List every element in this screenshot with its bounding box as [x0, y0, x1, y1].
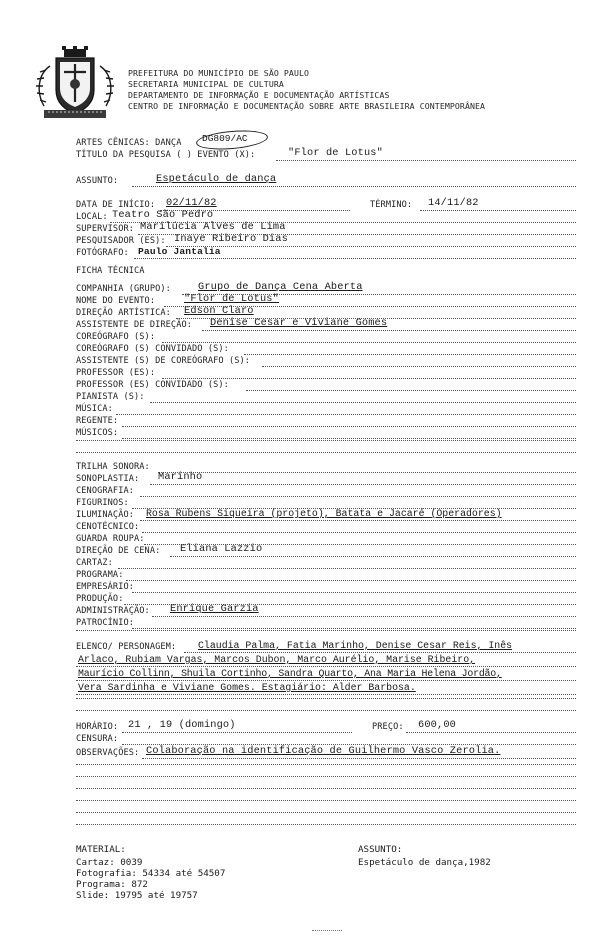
- footer-cartaz: Cartaz: 0039: [76, 857, 143, 868]
- field-programa: [76, 570, 576, 581]
- field-titulo: [76, 147, 576, 161]
- blank-line: [76, 812, 576, 813]
- field-label: ASSUNTO:: [76, 176, 119, 186]
- field-value: Marinho: [158, 471, 203, 483]
- field-cartaz: [76, 558, 576, 569]
- field-value: Grupo de Dança Cena Aberta: [198, 281, 363, 293]
- field-label-termino: TÉRMINO:: [370, 200, 413, 210]
- header-line-4: CENTRO DE INFORMAÇÃO E DOCUMENTAÇÃO SOBRE ARTE BRASILEIRA CONTEMPORÂNEA: [128, 101, 486, 111]
- field-supervisor: [76, 221, 576, 235]
- footer-fotografia: Fotografia: 54334 até 54507: [76, 868, 226, 879]
- field-label: DIREÇÃO DE CENA:: [76, 546, 161, 556]
- field-iluminacao: [76, 510, 576, 521]
- field-value: "Flor de Lotus": [184, 293, 279, 305]
- section-title: FICHA TÉCNICA: [76, 266, 145, 276]
- field-value: Enrique Garzia: [170, 603, 259, 615]
- field-value: Edson Claro: [184, 305, 254, 317]
- field-label: GUARDA ROUPA:: [76, 534, 145, 544]
- field-value: Marilúcia Alves de Lima: [140, 221, 286, 233]
- field-nome-evento: [76, 293, 576, 307]
- field-value-line2: Arlaco, Rubiam Vargas, Marcos Dubon, Marco Aurélio, Marise Ribeiro,: [78, 654, 476, 665]
- blank-line: [76, 630, 576, 631]
- field-coreografo-convidado: [76, 344, 576, 355]
- section-ficha-tecnica: [76, 266, 216, 277]
- field-musicos: [76, 428, 576, 439]
- field-patrocinio: [76, 618, 576, 629]
- field-label-preco: PREÇO:: [372, 722, 404, 732]
- field-musica: [76, 404, 576, 415]
- footer-material-label: MATERIAL:: [76, 844, 126, 855]
- field-value: Colaboração na identificação de Guilhermo Vasco Zerolia.: [146, 745, 501, 757]
- field-assistente-coreografo: [76, 356, 576, 367]
- field-label: EMPRESÁRIO:: [76, 582, 135, 592]
- coat-of-arms-icon: [34, 46, 116, 122]
- blank-line: [76, 698, 576, 699]
- field-assistente-direcao: [76, 317, 576, 331]
- field-label: SUPERVISOR:: [76, 224, 135, 234]
- field-value: Paulo Jantalia: [138, 246, 221, 257]
- field-value: Espetáculo de dança: [156, 173, 277, 185]
- field-value-line4: Vera Sardinha e Viviane Gomes. Estagiário: Alder Barbosa.: [78, 682, 416, 693]
- field-label: ILUMINAÇÃO:: [76, 510, 135, 520]
- field-artes-cenicas: [76, 138, 216, 149]
- field-fotografo: [76, 248, 576, 259]
- field-label: SONOPLASTIA:: [76, 474, 140, 484]
- field-label: CARTAZ:: [76, 558, 113, 568]
- field-label: PROFESSOR (ES) CONVIDADO (S):: [76, 380, 229, 390]
- blank-line: [76, 824, 576, 825]
- field-label: FOTÓGRAFO:: [76, 248, 129, 258]
- header-line-3: DEPARTAMENTO DE INFORMAÇÃO E DOCUMENTAÇÃO ARTÍSTICAS: [128, 90, 390, 100]
- blank-line: [76, 710, 576, 711]
- field-value: Teatro São Pedro: [112, 209, 214, 221]
- field-label: MÚSICOS:: [76, 428, 119, 438]
- field-guarda-roupa: [76, 534, 576, 545]
- field-horario: [76, 719, 576, 733]
- field-professor: [76, 368, 576, 379]
- field-label: TÍTULO DA PESQUISA ( ) EVENTO (X):: [76, 150, 256, 160]
- field-label: CENOGRAFIA:: [76, 486, 135, 496]
- field-label: PESQUISADOR (ES):: [76, 236, 166, 246]
- blank-line: [76, 764, 576, 765]
- field-label: ASSISTENTE DE DIREÇÃO:: [76, 320, 193, 330]
- field-value-termino: 14/11/82: [428, 197, 479, 209]
- blank-line: [76, 800, 576, 801]
- field-label: ELENCO/ PERSONAGEM:: [76, 642, 177, 652]
- field-label: NOME DO EVENTO:: [76, 296, 156, 306]
- footer-slide: Slide: 19795 até 19757: [76, 890, 198, 901]
- field-value: Denise Cesar e Viviane Gomes: [210, 317, 388, 329]
- footer-programa: Programa: 872: [76, 879, 148, 890]
- field-elenco-line4: [76, 684, 576, 695]
- field-sonoplastia: [76, 471, 576, 485]
- field-administracao: [76, 603, 576, 617]
- field-label: ARTES CÊNICAS: DANÇA: [76, 138, 182, 148]
- field-label: COREÓGRAFO (S):: [76, 332, 156, 342]
- field-label: ASSISTENTE (S) DE COREÓGRAFO (S):: [76, 356, 251, 366]
- field-direcao-cena: [76, 543, 576, 557]
- field-label: PROGRAMA:: [76, 570, 124, 580]
- field-value: 21 , 19 (domingo): [128, 719, 236, 731]
- field-companhia: [76, 281, 576, 295]
- field-label: ADMINISTRAÇÃO:: [76, 606, 150, 616]
- footer-assunto-value: Espetáculo de dança,1982: [358, 857, 491, 868]
- field-label: COREÓGRAFO (S) CONVIDADO (S):: [76, 344, 229, 354]
- record-code: DG809/AC: [202, 133, 248, 144]
- field-value: Rosa Rubens Siqueira (projeto), Batata e Jacaré (Operadores): [146, 508, 502, 519]
- field-regente: [76, 416, 576, 427]
- field-value-line1: Claudia Palma, Fatia Marinho, Denise Cesar Reis, Inês: [198, 640, 513, 651]
- field-elenco-line2: [76, 656, 576, 667]
- header-line-1: PREFEITURA DO MUNICÍPIO DE SÃO PAULO: [128, 68, 310, 78]
- field-label: TRILHA SONORA:: [76, 462, 150, 472]
- field-value: 02/11/82: [166, 197, 217, 209]
- field-label: OBSERVAÇÕES:: [76, 748, 140, 758]
- field-empresario: [76, 582, 576, 593]
- field-value: "Flor de Lotus": [288, 147, 383, 159]
- field-label: MÚSICA:: [76, 404, 113, 414]
- blank-line: [76, 788, 576, 789]
- field-producao: [76, 594, 576, 605]
- field-label: REGENTE:: [76, 416, 119, 426]
- field-label: PRODUÇÃO:: [76, 594, 124, 604]
- field-cenotecnico: [76, 522, 576, 533]
- field-value-line3: Maurício Collinn, Shuila Cortinho, Sandra Quarto, Ana Maria Helena Jordão,: [78, 668, 502, 679]
- blank-line: [76, 452, 576, 453]
- field-value: Eliana Lazzio: [180, 543, 263, 555]
- field-professor-convidado: [76, 380, 576, 391]
- field-observacoes: [76, 745, 576, 759]
- field-label: COMPANHIA (GRUPO):: [76, 284, 171, 294]
- field-label: DIREÇÃO ARTÍSTICA:: [76, 308, 171, 318]
- field-trilha-sonora: [76, 462, 576, 473]
- field-label: PIANISTA (S):: [76, 392, 145, 402]
- field-elenco: [76, 642, 576, 653]
- field-label: HORÁRIO:: [76, 722, 119, 732]
- field-label: CENSURA:: [76, 734, 119, 744]
- field-label: LOCAL:: [76, 212, 108, 222]
- field-censura: [76, 734, 576, 745]
- field-coreografo: [76, 332, 576, 343]
- field-value: Inaye Ribeiro Dias: [174, 233, 288, 245]
- field-value-preco: 600,00: [418, 719, 456, 731]
- field-label: FIGURINOS:: [76, 498, 129, 508]
- field-pianista: [76, 392, 576, 403]
- field-label: PROFESSOR (ES):: [76, 368, 156, 378]
- field-label: DATA DE INÍCIO:: [76, 200, 156, 210]
- blank-line: [76, 440, 576, 441]
- footer-assunto-label: ASSUNTO:: [358, 844, 403, 855]
- header-line-2: SECRETARIA MUNICIPAL DE CULTURA: [128, 79, 284, 89]
- blank-line: [76, 776, 576, 777]
- field-elenco-line3: [76, 670, 576, 681]
- field-assunto: [76, 173, 576, 187]
- field-cenografia: [76, 486, 576, 497]
- page-mark: [312, 930, 342, 931]
- field-label: PATROCÍNIO:: [76, 618, 135, 628]
- field-label: CENOTÉCNICO:: [76, 522, 140, 532]
